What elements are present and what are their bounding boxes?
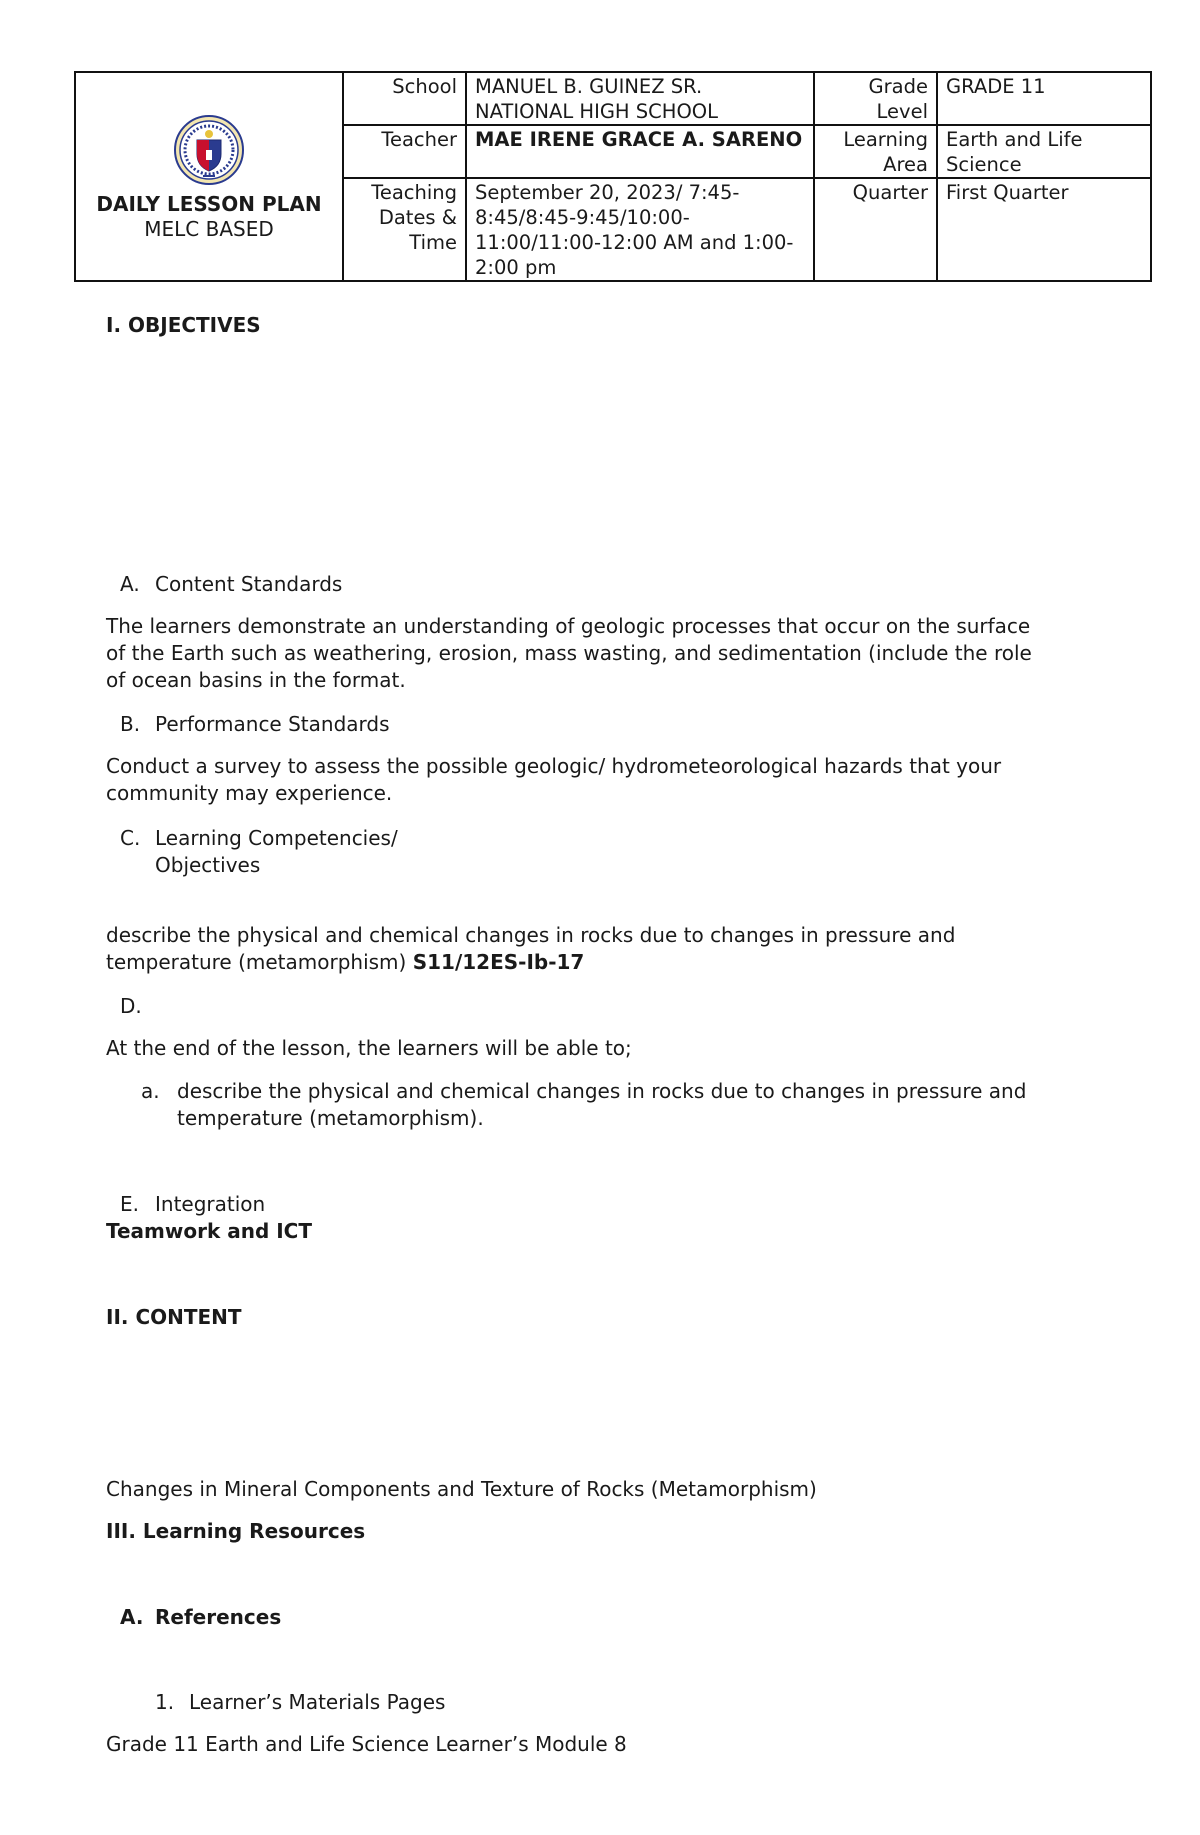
integration-label: E.: [120, 1192, 139, 1216]
quarter-value: First Quarter: [937, 178, 1151, 281]
school-label: School: [343, 72, 466, 125]
grade-level-value: GRADE 11: [937, 72, 1151, 125]
materials-item-body: Grade 11 Earth and Life Science Learner’s Module 8: [106, 1732, 627, 1756]
learning-competencies-title-line1: Learning Competencies/: [155, 826, 398, 850]
lesson-plan-header-table: [74, 71, 1152, 282]
teacher-label: Teacher: [343, 125, 466, 178]
performance-standards-title: Performance Standards: [155, 712, 390, 736]
content-body: Changes in Mineral Components and Texture of Rocks (Metamorphism): [106, 1477, 817, 1501]
learning-area-value: Earth and Life Science: [937, 125, 1151, 178]
integration-title: Integration: [155, 1192, 266, 1216]
content-standards-label: A.: [120, 572, 140, 596]
integration-body: Teamwork and ICT: [106, 1219, 313, 1243]
learning-competencies-title-line2: Objectives: [155, 853, 261, 877]
performance-standards-label: B.: [120, 712, 141, 736]
deped-seal-icon: [173, 114, 245, 186]
content-standards-title: Content Standards: [155, 572, 343, 596]
references-label: A.: [120, 1605, 144, 1629]
competency-code: S11/12ES-Ib-17: [412, 950, 585, 974]
objective-item-label: a.: [141, 1079, 160, 1103]
objectives-intro: At the end of the lesson, the learners will be able to;: [106, 1036, 632, 1060]
learning-resources-heading: III. Learning Resources: [106, 1519, 366, 1543]
objectives-heading: I. OBJECTIVES: [106, 313, 261, 337]
school-value: MANUEL B. GUINEZ SR. NATIONAL HIGH SCHOOL: [466, 72, 814, 125]
learning-area-label: Learning Area: [814, 125, 937, 178]
objective-item-text: describe the physical and chemical changes in rocks due to changes in pressure and temperature (metamorphism).: [177, 1079, 1027, 1130]
teaching-dates-label: Teaching Dates & Time: [343, 178, 466, 281]
content-heading: II. CONTENT: [106, 1305, 242, 1329]
lesson-plan-subtitle: MELC BASED: [144, 217, 274, 241]
competency-text: describe the physical and chemical changes in rocks due to changes in pressure and temperature (metamorphism): [106, 923, 956, 974]
content-standards-body: The learners demonstrate an understanding of geologic processes that occur on the surface of the Earth such as weathering, erosion, mass wasting, and sedimentation (include the role of ocean basins in the format.: [106, 614, 1032, 692]
learning-competencies-body: [106, 922, 1066, 976]
teaching-dates-value: September 20, 2023/ 7:45-8:45/8:45-9:45/10:00-11:00/11:00-12:00 AM and 1:00-2:00 pm: [466, 178, 814, 281]
teacher-value: MAE IRENE GRACE A. SARENO: [466, 125, 814, 178]
objectives-d-label: D.: [120, 994, 142, 1018]
quarter-label: Quarter: [814, 178, 937, 281]
grade-level-label: Grade Level: [814, 72, 937, 125]
references-title: References: [155, 1605, 282, 1629]
learning-competencies-label: C.: [120, 826, 141, 850]
performance-standards-body: Conduct a survey to assess the possible geologic/ hydrometeorological hazards that your community may experience.: [106, 754, 1002, 805]
materials-item-title: Learner’s Materials Pages: [189, 1690, 446, 1714]
materials-item-label: 1.: [155, 1690, 175, 1714]
logo-cell: [75, 72, 343, 281]
lesson-plan-title: DAILY LESSON PLAN: [96, 192, 322, 216]
